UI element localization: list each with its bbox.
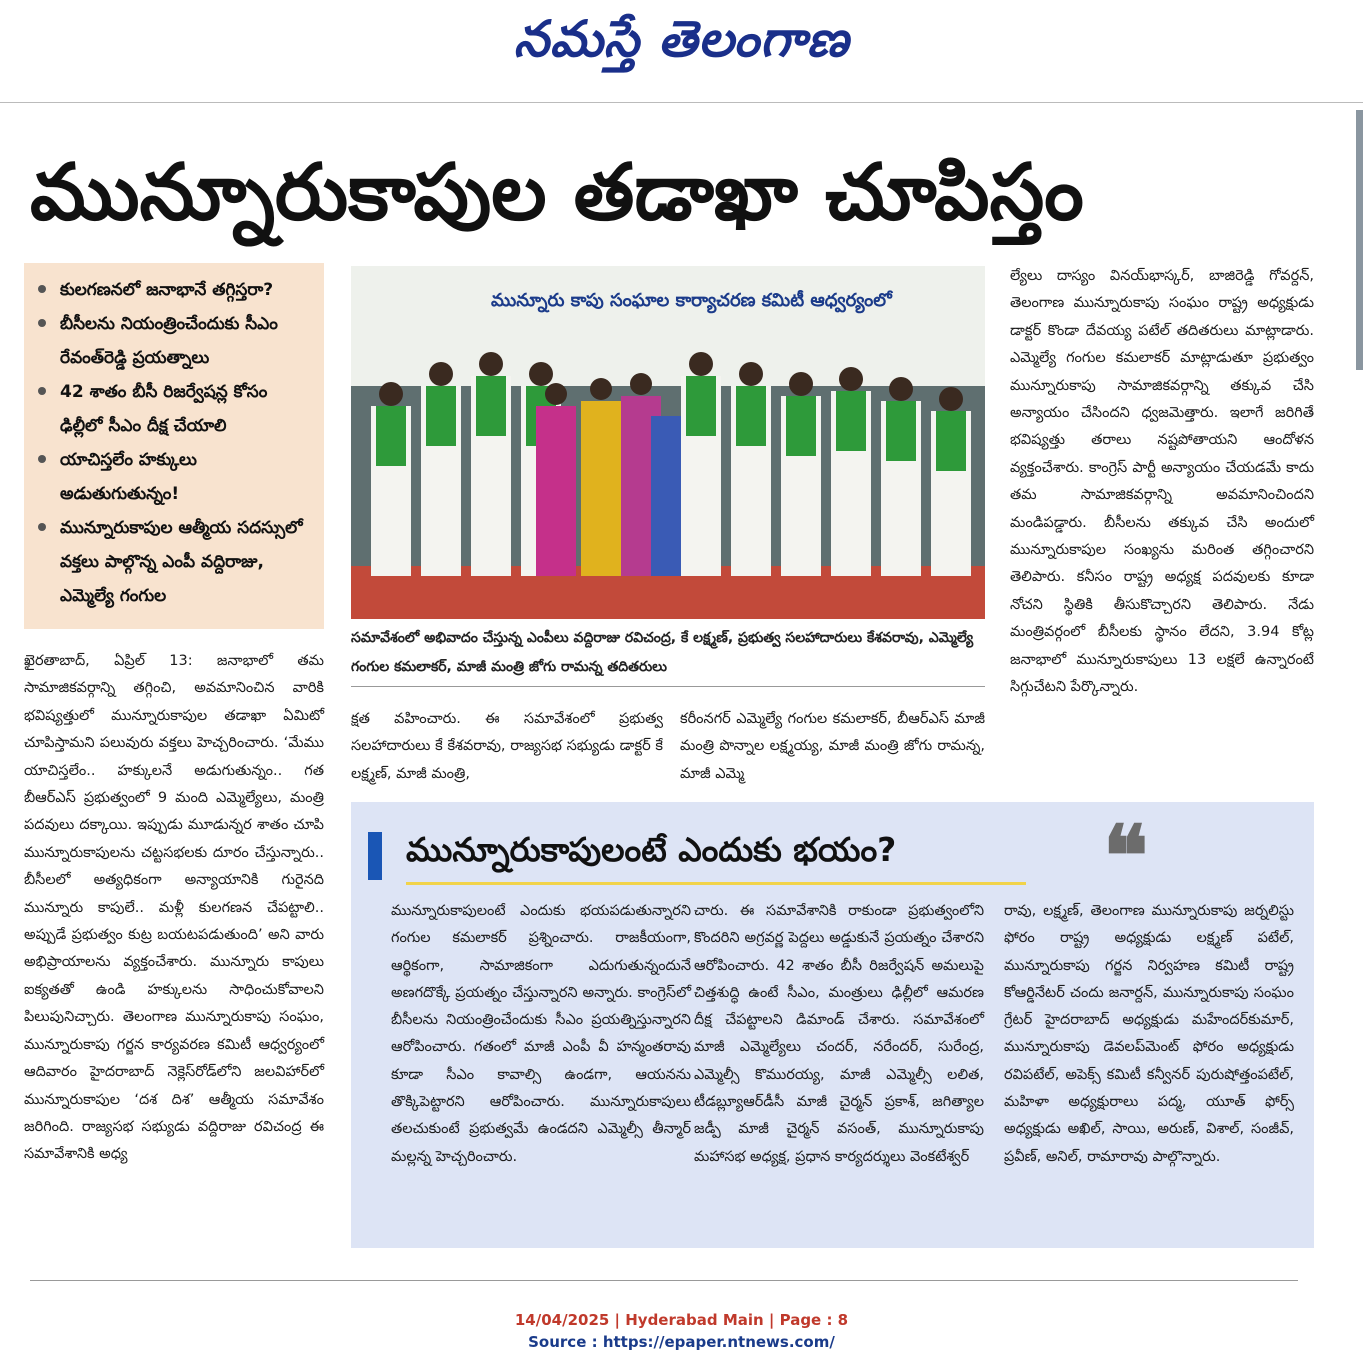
- highlight-item: కులగణనలో జనాభానే తగ్గిస్తరా?: [38, 273, 314, 307]
- footer: [0, 1309, 1363, 1353]
- article-column-mid-2: కరీంనగర్‌ ఎమ్మెల్యే గంగుల కమలాకర్‌, బీఆర్‌ఎస్‌ మాజీ మంత్రి పొన్నాల లక్ష్మయ్య, మాజీ మంత్రి జోగు రామన్న, మాజీ ఎమ్మె: [680, 711, 985, 782]
- sidebar-column-1: మున్నూరుకాపులంటే ఎందుకు భయపడుతున్నారని గంగుల కమలాకర్‌ ప్రశ్నించారు. రాజకీయంగా, ఆర్థికంగా, సామాజికంగా ఎదుగుతున్నందునే అణగదొక్కే ప్రయత్నం చేస్తున్నారని అన్నారు. కాంగ్రెస్‌లో బీసీలను నియంత్రించేందుకు సీఎం ప్రయత్నిస్తున్నారని ఆరోపించారు. గతంలో మాజీ ఎంపీ వీ హన్మంతరావు కూడా సీఎం కావాల్సి ఉండగా, ఆయనను తొక్కిపెట్టారని ఆరోపించారు. మున్నూరుకాపులు తలచుకుంటే ప్రభుత్వమే ఉండదని ఎమ్మెల్సీ తీన్మార్‌ మల్లన్న హెచ్చరించారు.: [391, 903, 691, 1165]
- highlight-item: మున్నూరుకాపుల ఆత్మీయ సదస్సులో వక్తలు పాల్గొన్న ఎంపీ వద్దిరాజు, ఎమ్మెల్యే గంగుల: [38, 511, 314, 613]
- article-column-left: ఖైరతాబాద్‌, ఏప్రిల్‌ 13: జనాభాలో తమ సామాజికవర్గాన్ని తగ్గించి, అవమానించిన వారికి భవిష్యత్తులో మున్నూరుకాపుల తడాఖా ఏమిటో చూపిస్తామని పలువురు వక్తలు హెచ్చరించారు. ‘మేము యాచిస్తలేం.. హక్కులనే అడుగుతున్నం.. గత బీఆర్‌ఎస్‌ ప్రభుత్వంలో 9 మంది ఎమ్మెల్యేలు, మంత్రి పదవులు దక్కాయి. ఇప్పుడు మూడున్నర శాతం చూపి మున్నూరుకాపులను చట్టసభలకు దూరం చేస్తున్నారు.. బీసీలలో అత్యధికంగా అన్యాయానికి గురైనది మున్నూరు కాపులే.. మళ్లీ కులగణన చేపట్టాలి.. అప్పుడే ప్రభుత్వం కుట్ర బయటపడుతుంది’ అని వారు అభిప్రాయాలను వ్యక్తంచేశారు. మున్నూరు కాపులు ఐక్యతతో ఉండి హక్కులను సాధించుకోవాలని పిలుపునిచ్చారు. తెలంగాణ మున్నూరుకాపు సంఘం, మున్నూరుకాపు గర్జన కార్యవరణ కమిటీ ఆధ్వర్యంలో ఆదివారం హైదరాబాద్‌ నెక్లెస్‌రోడ్‌లోని జలవిహార్‌లో మున్నూరుకాపుల ‘దశ దిశ’ ఆత్మీయ సమావేశం జరిగింది. రాజ్యసభ సభ్యుడు వద్దిరాజు రవిచంద్ర ఈ సమావేశానికి అధ్య: [24, 653, 324, 1163]
- sidebar-column-3: రావు, లక్ష్మణ్‌, తెలంగాణ మున్నూరుకాపు జర్నలిస్టు ఫోరం రాష్ట్ర అధ్యక్షుడు లక్ష్మణ్‌ పటేల్‌, మున్నూరుకాపు గర్జన నిర్వహణ కమిటీ రాష్ట్ర కోఆర్డినేటర్‌ చందు జనార్దన్‌, మున్నూరుకాపు సంఘం గ్రేటర్‌ హైదరాబాద్‌ అధ్యక్షుడు మహేందర్‌కుమార్‌, మున్నూరుకాపు డెవలప్‌మెంట్‌ ఫోరం అధ్యక్షుడు రవిపటేల్‌, అపెక్స్‌ కమిటీ కన్వీనర్‌ పురుషోత్తంపటేల్‌, మహిళా అధ్యక్షురాలు పద్మ, యూత్‌ ఫోర్స్‌ అధ్యక్షుడు అఖిల్‌, సాయి, అరుణ్‌, విశాల్‌, సంజీవ్‌, ప్రవీణ్‌, అనిల్‌, రామారావు పాల్గొన్నారు.: [1004, 903, 1294, 1165]
- quote-icon: ❝: [1103, 806, 1149, 905]
- sidebar-column-2: చారు. ఈ సమావేశానికి రాకుండా ప్రభుత్వంలోని కొందరిని అగ్రవర్ణ పెద్దలు అడ్డుకునే ప్రయత్నం చేశారని ఆరోపించారు. 42 శాతం బీసీ రిజర్వేషన్‌ అమలుపై చిత్తశుద్ధి ఉంటే సీఎం, మంత్రులు ఢిల్లీలో ఆమరణ దీక్ష చేపట్టాలని డిమాండ్‌ చేశారు. సమావేశంలో మాజీ ఎమ్మెల్యేలు చందర్‌, నరేందర్‌, సురేంద్ర, ఎమ్మెల్సీ కొమురయ్య, మాజీ ఎమ్మెల్సీ లలిత, టీడబ్ల్యూఆర్‌డీసీ మాజీ చైర్మన్‌ ప్రకాశ్‌, జగిత్యాల జడ్పీ మాజీ చైర్మన్‌ వసంత్‌, మున్నూరుకాపు మహాసభ అధ్యక్ష, ప్రధాన కార్యదర్శులు వెంకటేశ్వర్: [694, 903, 984, 1165]
- highlights-box: [24, 263, 324, 629]
- masthead: [0, 0, 1363, 100]
- highlight-item: 42 శాతం బీసీ రిజర్వేషన్ల కోసం ఢిల్లీలో సీఎం దీక్ష చేయాలి: [38, 375, 314, 443]
- newspaper-logo: నమస్తే తెలంగాణ: [513, 10, 850, 68]
- footer-source-link[interactable]: Source : https://epaper.ntnews.com/: [528, 1333, 835, 1351]
- sidebar-story-box: [351, 802, 1314, 1248]
- footer-divider: [30, 1280, 1298, 1281]
- news-photo: [351, 266, 985, 619]
- bullet-icon: [38, 387, 46, 395]
- bullet-icon: [38, 455, 46, 463]
- title-accent-bar: [368, 832, 382, 880]
- bullet-icon: [38, 319, 46, 327]
- bullet-icon: [38, 523, 46, 531]
- highlight-item: యాచిస్తలేం హక్కులు అడుతుగుతున్నం!: [38, 443, 314, 511]
- sidebar-story-title: మున్నూరుకాపులంటే ఎందుకు భయం?: [406, 830, 897, 869]
- photo-caption: సమావేశంలో అభివాదం చేస్తున్న ఎంపీలు వద్దిరాజు రవిచంద్ర, కే లక్ష్మణ్‌, ప్రభుత్వ సలహాదారులు కేశవరావు, ఎమ్మెల్యే గంగుల కమలాకర్‌, మాజీ మంత్రి జోగు రామన్న తదితరులు: [351, 624, 985, 687]
- footer-date-line: 14/04/2025 | Hyderabad Main | Page : 8: [514, 1311, 849, 1329]
- article-column-mid-1: క్షత వహించారు. ఈ సమావేశంలో ప్రభుత్వ సలహాదారులు కే కేశవరావు, రాజ్యసభ సభ్యుడు డాక్టర్‌ కే లక్ష్మణ్‌, మాజీ మంత్రి,: [351, 711, 663, 782]
- article-column-right: ల్యేలు దాస్యం వినయ్‌భాస్కర్‌, బాజిరెడ్డి గోవర్దన్‌, తెలంగాణ మున్నూరుకాపు సంఘం రాష్ట్ర అధ్యక్షుడు డాక్టర్‌ కొండా దేవయ్య పటేల్‌ తదితరులు మాట్లాడారు. ఎమ్మెల్యే గంగుల కమలాకర్‌ మాట్లాడుతూ ప్రభుత్వం మున్నూరుకాపు సామాజికవర్గాన్ని తక్కువ చేసి అన్యాయం చేసిందని ధ్వజమెత్తారు. ఇలాగే జరిగితే భవిష్యత్తు తరాలు నష్టపోతాయని ఆందోళన వ్యక్తంచేశారు. కాంగ్రెస్‌ పార్టీ అన్యాయం చేయడమే కాదు తమ సామాజికవర్గాన్ని అవమానించిందని మండిపడ్డారు. బీసీలను తక్కువ చేసి అందులో మున్నూరుకాపుల సంఖ్యను మరింత తగ్గించారని తెలిపారు. కనీసం రాష్ట్ర అధ్యక్ష పదవులకు కూడా నోచని స్థితికి తీసుకొచ్చారని తెలిపారు. నేడు మంత్రివర్గంలో బీసీలకు స్థానం లేదని, 3.94 కోట్ల జనాభాలో మున్నూరుకాపులు 13 లక్షలే ఉన్నారంటే సిగ్గుచేటని పేర్కొన్నారు.: [1010, 268, 1314, 696]
- bullet-icon: [38, 285, 46, 293]
- adjacent-page-edge: [1356, 110, 1363, 370]
- highlight-item: బీసీలను నియంత్రించేందుకు సీఎం రేవంత్‌రెడ్డి ప్రయత్నాలు: [38, 307, 314, 375]
- photo-banner-text: మున్నూరు కాపు సంఘాల కార్యాచరణ కమిటీ ఆధ్వర్యంలో: [491, 290, 892, 311]
- title-underline: [406, 882, 1026, 885]
- headline: మున్నూరుకాపుల తడాఖా చూపిస్తం: [30, 148, 1084, 238]
- masthead-divider: [0, 102, 1363, 103]
